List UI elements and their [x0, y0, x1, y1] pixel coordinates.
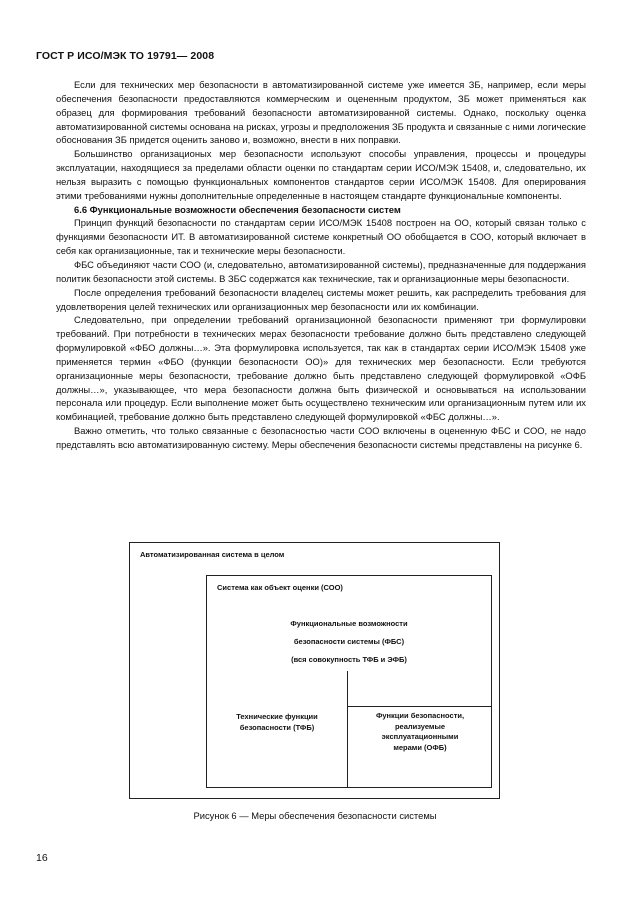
fbs-line: (вся совокупность ТФБ и ЭФБ)	[291, 655, 407, 664]
fbs-line: Функциональные возможности	[290, 619, 408, 628]
ofb-label	[355, 711, 485, 753]
outer-box-label: Автоматизированная система в целом	[140, 550, 285, 559]
paragraph: Если для технических мер безопасности в автоматизированной системе уже имеется ЗБ, например, если меры обеспечения безопасности предоставляются коммерческим и оцененным продуктом, ЗБ может применяться как образец для формирования требований безопасности автоматизированной системы. Однако, поскольку оценка автоматизированной системы основана на рисках, угрозы и предположения ЗБ продукта и связанные с ними логические обоснования ЗБ придется оценить заново и, возможно, внести в них поправки.	[56, 79, 586, 146]
body-text	[56, 78, 586, 452]
divider-horizontal	[347, 706, 491, 707]
ofb-line: Функции безопасности,	[375, 711, 465, 720]
paragraph: Следовательно, при определении требований организационной безопасности применяют три формулировки требований. При потребности в технических мерах безопасности требование должно быть представлено следующей формулировкой «ФБО должны…». Эта формулировка используется, так как в стандартах серии ИСО/МЭК 15408 уже применяется термин «ФБО (функции безопасности ОО)» для технических мер безопасности. Если требуются организационные меры безопасности, требование должно быть представлено следующей формулировкой «ОФБ должны…», указывающее, что мера безопасности должна быть физической и основываться на использовании персонала или процедур. Если выполнение может быть осуществлено техническим или организационным путем или их комбинацией, требование должно быть представлено следующей формулировкой «ФБС должны…».	[56, 314, 586, 423]
figure-outer-box	[129, 542, 500, 799]
ofb-line: эксплуатационными	[381, 732, 459, 741]
document-header: ГОСТ Р ИСО/МЭК ТО 19791— 2008	[36, 50, 215, 62]
inner-box-label: Система как объект оценки (СОО)	[217, 583, 343, 592]
ofb-line: реализуемые	[394, 721, 446, 731]
page-number: 16	[36, 852, 48, 864]
paragraph: Важно отметить, что только связанные с безопасностью части СОО включены в оцененную ФБС и СОО, не надо представлять всю автоматизированную систему. Меры обеспечения безопасности системы представлены на рисунке 6.	[56, 425, 586, 450]
fbs-label	[207, 615, 491, 669]
paragraph: Большинство организационых мер безопасности используют способы управления, процессы и процедуры эксплуатации, находящиеся за пределами области оценки по стандартам серии ИСО/МЭК 15408, и, следовательно, их нельзя выразить с помощью функциональных компонентов стандартов серии ИСО/МЭК 15408. Для оперирования этими требованиями нужны дополнительные определенные в настоящем стандарте функциональные компоненты.	[56, 148, 586, 201]
fbs-line: безопасности системы (ФБС)	[293, 637, 405, 646]
section-heading: 6.6 Функциональные возможности обеспечения безопасности систем	[74, 203, 401, 215]
paragraph: Принцип функций безопасности по стандартам серии ИСО/МЭК 15408 построен на ОО, который связан только с функциями безопасности ИТ. В автоматизированной системе конкретный ОО обобщается в СОО, который включает в себя как организационные, так и технические меры безопасности.	[56, 217, 586, 257]
paragraph: После определения требований безопасности владелец системы может решить, как распределить требования для удовлетворения целей технических или организационных мер безопасности или их комбинации.	[56, 286, 586, 312]
tfb-line: Технические функции	[236, 712, 318, 721]
figure-inner-box	[206, 575, 492, 788]
divider-vertical	[347, 671, 348, 787]
tfb-line: безопасности (ТФБ)	[239, 723, 315, 732]
ofb-line: мерами (ОФБ)	[393, 742, 447, 752]
tfb-label	[217, 711, 337, 733]
figure-caption: Рисунок 6 — Меры обеспечения безопасности системы	[193, 810, 437, 821]
paragraph: ФБС объединяют части СОО (и, следовательно, автоматизированной системы), предназначенные для поддержания политик безопасности этой системы. В ЗБС содержатся как технические, так и организационные меры безопасности.	[56, 258, 586, 284]
